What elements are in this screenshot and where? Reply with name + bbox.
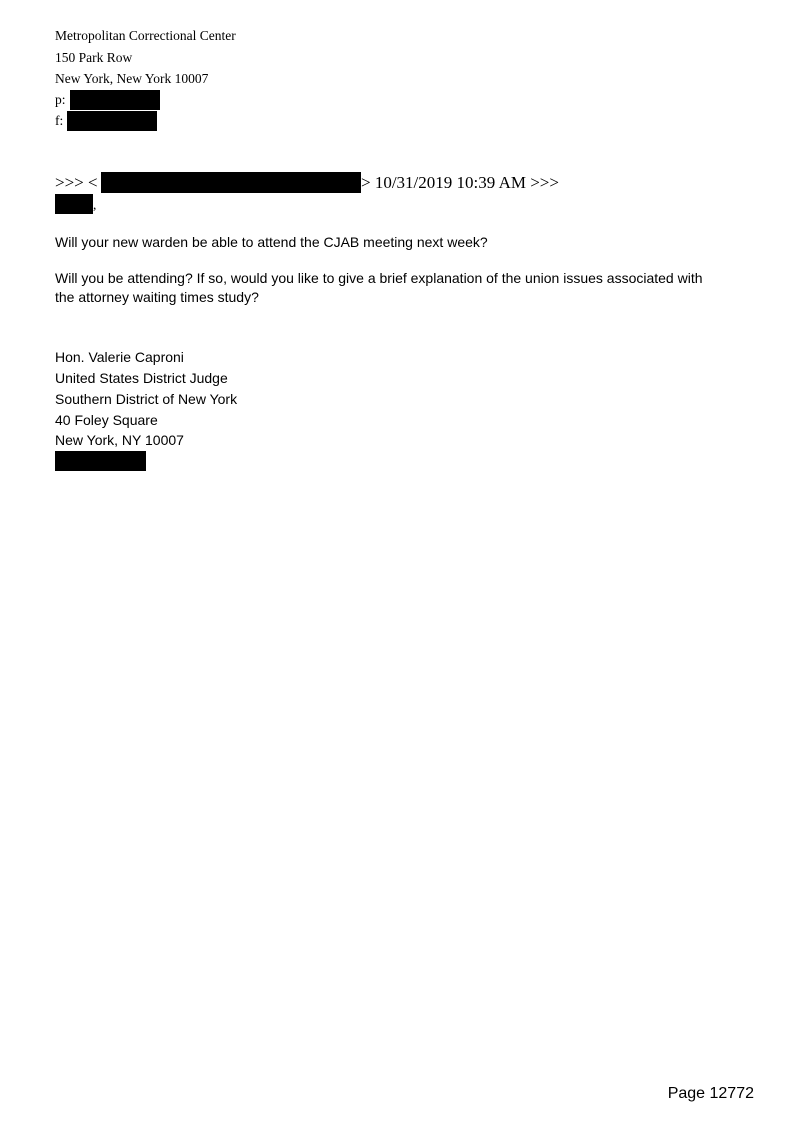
address-org-line: Metropolitan Correctional Center [55, 30, 236, 43]
signature-name: Hon. Valerie Caproni [55, 349, 184, 365]
address-street: 150 Park Row [55, 50, 133, 65]
forward-timestamp: > 10/31/2019 10:39 AM >>> [361, 173, 559, 192]
address-phone-label: p: [55, 92, 66, 107]
sender-email-redaction [101, 172, 361, 193]
salutation-comma: , [93, 197, 97, 212]
address-org-line-cut [55, 30, 355, 46]
address-city: New York, New York 10007 [55, 71, 209, 86]
fax-redaction [67, 111, 157, 131]
signature-city: New York, NY 10007 [55, 432, 184, 448]
signature-title: United States District Judge [55, 370, 228, 386]
message-line-1: Will your new warden be able to attend the CJAB meeting next week? [55, 234, 488, 250]
message-line-2a: Will you be attending? If so, would you like to give a brief explanation of the union issues associated with [55, 270, 703, 286]
phone-redaction [70, 90, 160, 110]
forward-prefix: >>> < [55, 173, 98, 192]
signature-court: Southern District of New York [55, 391, 238, 407]
page-number: Page 12772 [667, 1085, 754, 1102]
address-fax-label: f: [55, 113, 64, 128]
message-line-2b: the attorney waiting times study? [55, 289, 259, 305]
signature-street: 40 Foley Square [55, 412, 158, 428]
recipient-name-redaction [55, 194, 93, 214]
signature-phone-redaction [55, 451, 146, 471]
